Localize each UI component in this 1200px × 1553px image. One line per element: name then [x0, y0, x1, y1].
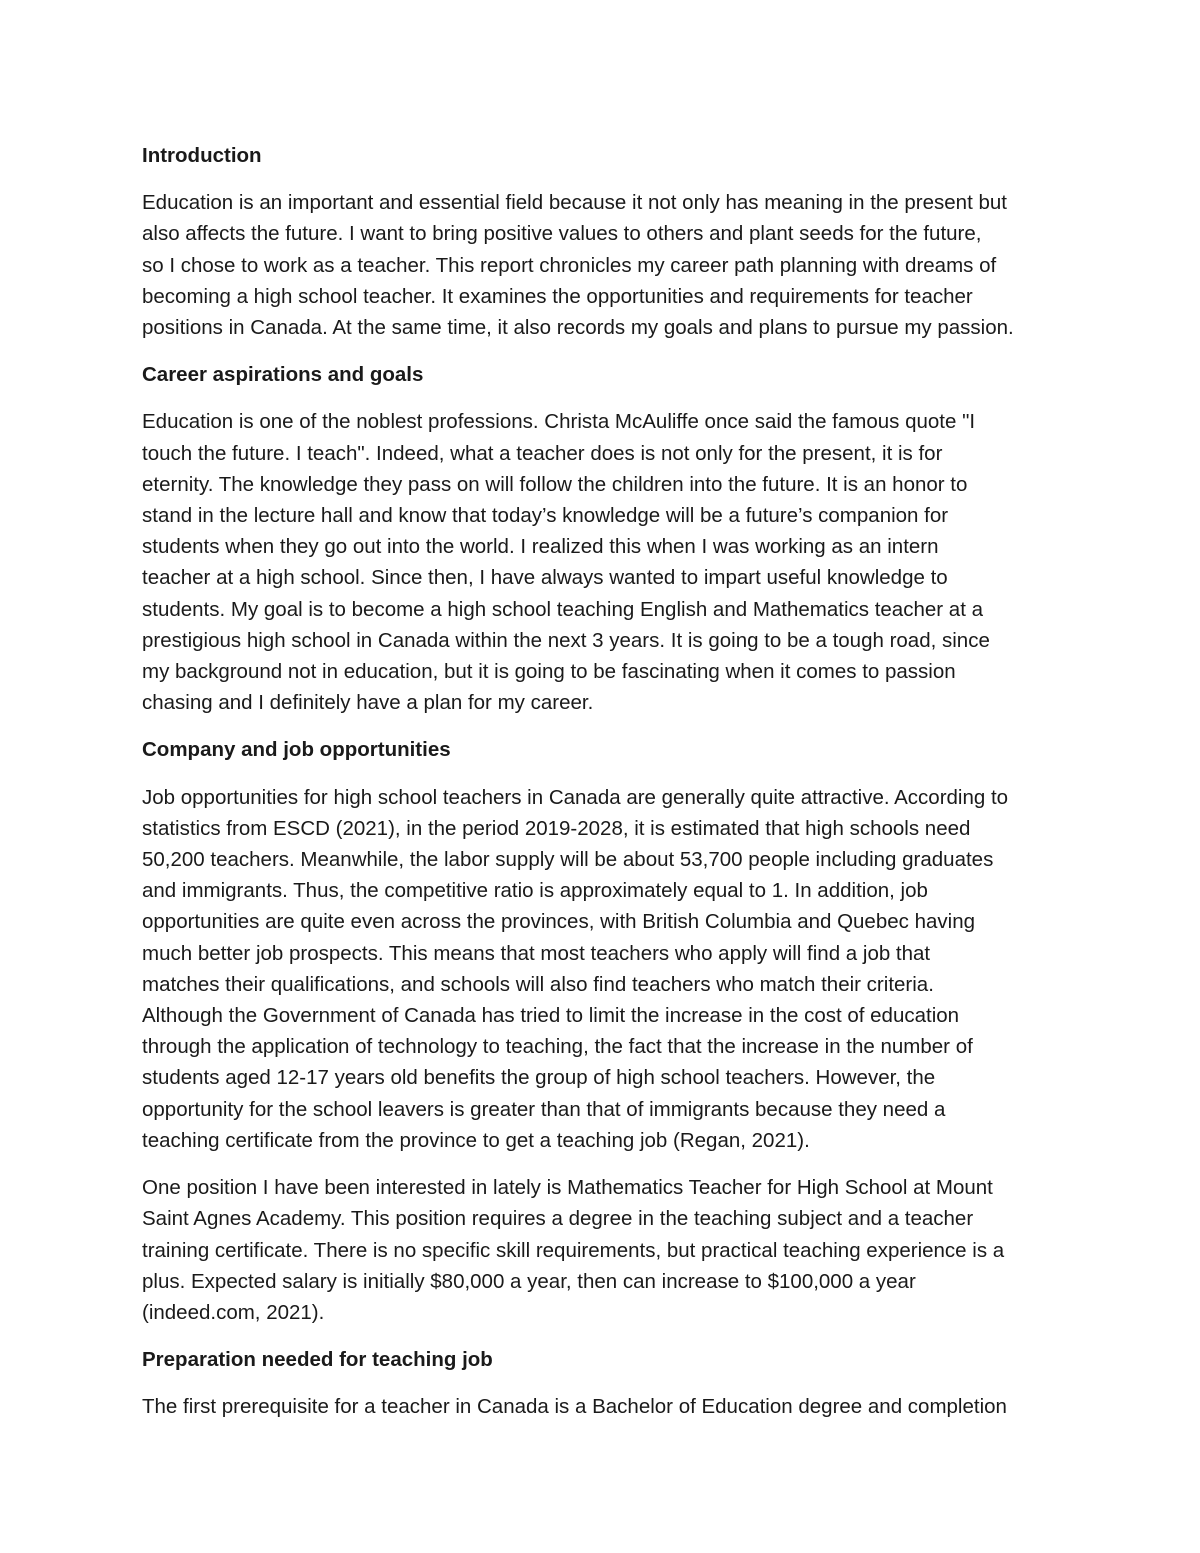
text-line: matches their qualifications, and schools will also find teachers who match their criteria.: [142, 972, 934, 996]
text-line: Although the Government of Canada has tried to limit the increase in the cost of education: [142, 1004, 960, 1028]
text-line: eternity. The knowledge they pass on will follow the children into the future. It is an honor to: [142, 472, 968, 496]
text-line: plus. Expected salary is initially $80,000 a year, then can increase to $100,000 a year: [142, 1269, 916, 1293]
text-line: teaching certificate from the province to get a teaching job (Regan, 2021).: [142, 1128, 810, 1152]
text-line: positions in Canada. At the same time, it also records my goals and plans to pursue my passion.: [142, 316, 1014, 340]
text-line: my background not in education, but it is going to be fascinating when it comes to passion: [142, 660, 956, 684]
text-line: 50,200 teachers. Meanwhile, the labor supply will be about 53,700 people including graduates: [142, 848, 994, 872]
paragraph: [142, 1391, 1062, 1422]
section-heading: Career aspirations and goals: [142, 363, 424, 387]
paragraph: [142, 406, 1062, 718]
text-line: students. My goal is to become a high school teaching English and Mathematics teacher at a: [142, 597, 983, 621]
text-line: becoming a high school teacher. It examines the opportunities and requirements for teacher: [142, 284, 973, 308]
text-line: statistics from ESCD (2021), in the period 2019-2028, it is estimated that high schools need: [142, 816, 971, 840]
text-line: (indeed.com, 2021).: [142, 1300, 325, 1324]
text-line: teacher at a high school. Since then, I have always wanted to impart useful knowledge to: [142, 566, 948, 590]
text-line: touch the future. I teach". Indeed, what a teacher does is not only for the present, it is for: [142, 441, 943, 465]
text-line: and immigrants. Thus, the competitive ratio is approximately equal to 1. In addition, job: [142, 879, 928, 903]
text-line: The first prerequisite for a teacher in Canada is a Bachelor of Education degree and completion: [142, 1395, 1007, 1419]
text-line: training certificate. There is no specific skill requirements, but practical teaching experience is a: [142, 1238, 1005, 1262]
paragraph: [142, 187, 1062, 343]
text-line: prestigious high school in Canada within the next 3 years. It is going to be a tough road, since: [142, 628, 990, 652]
text-line: stand in the lecture hall and know that today’s knowledge will be a future’s companion for: [142, 504, 949, 528]
paragraph: [142, 1172, 1062, 1328]
text-line: chasing and I definitely have a plan for my career.: [142, 691, 594, 715]
text-line: students when they go out into the world. I realized this when I was working as an intern: [142, 535, 939, 559]
text-line: much better job prospects. This means that most teachers who apply will find a job that: [142, 941, 931, 965]
paragraph: [142, 782, 1062, 1156]
text-line: Job opportunities for high school teachers in Canada are generally quite attractive. According to: [142, 785, 1009, 809]
text-line: students aged 12-17 years old benefits the group of high school teachers. However, the: [142, 1066, 936, 1090]
text-line: opportunity for the school leavers is greater than that of immigrants because they need a: [142, 1097, 946, 1121]
text-line: One position I have been interested in lately is Mathematics Teacher for High School at Mount: [142, 1176, 993, 1200]
text-line: through the application of technology to teaching, the fact that the increase in the number of: [142, 1035, 973, 1059]
section-heading: Preparation needed for teaching job: [142, 1348, 493, 1372]
section-heading: Introduction: [142, 144, 262, 167]
text-line: so I chose to work as a teacher. This report chronicles my career path planning with dreams of: [142, 253, 997, 277]
section-heading: Company and job opportunities: [142, 738, 451, 762]
text-line: Education is an important and essential field because it not only has meaning in the present but: [142, 191, 1007, 215]
text-line: Saint Agnes Academy. This position requires a degree in the teaching subject and a teacher: [142, 1207, 974, 1231]
text-line: also affects the future. I want to bring positive values to others and plant seeds for the future,: [142, 222, 982, 246]
document-page: [142, 140, 1062, 1439]
text-line: Education is one of the noblest professions. Christa McAuliffe once said the famous quote "I: [142, 410, 976, 434]
text-line: opportunities are quite even across the provinces, with British Columbia and Quebec having: [142, 910, 975, 934]
